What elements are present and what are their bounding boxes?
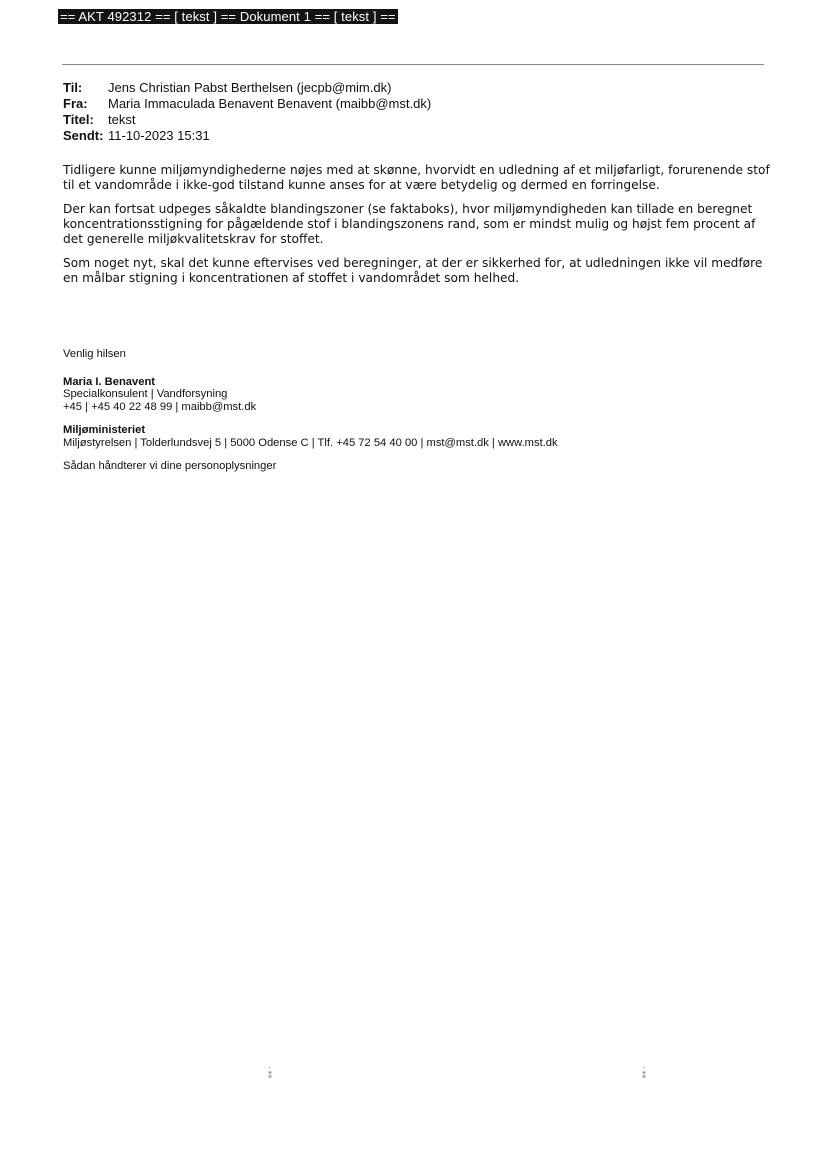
header-value: tekst: [108, 112, 136, 127]
signature-title: Specialkonsulent | Vandforsyning: [63, 388, 228, 400]
body-paragraph: Tidligere kunne miljømyndighederne nøjes med at skønne, hvorvidt en udledning af et miljøfarligt, forurenende stof til et vandområde i ikke-god tilstand kunne anses for at være betydelig og dermed en forringelse.: [63, 163, 770, 192]
signature-greeting: Venlig hilsen: [63, 348, 126, 360]
header-to: [63, 80, 431, 96]
signature-organization: [63, 424, 558, 449]
signature-name: Maria I. Benavent: [63, 375, 156, 388]
header-label: Fra:: [63, 96, 88, 111]
scan-mark: · ⁑: [642, 1063, 646, 1080]
signature-org-details: Miljøstyrelsen | Tolderlundsvej 5 | 5000 Odense C | Tlf. +45 72 54 40 00 | mst@mst.dk | www.mst.dk: [63, 436, 558, 449]
header-value: Maria Immaculada Benavent Benavent (maibb@mst.dk): [108, 96, 432, 111]
header-value: Jens Christian Pabst Berthelsen (jecpb@mim.dk): [108, 80, 392, 95]
header-label: Titel:: [63, 112, 94, 127]
header-label: Sendt:: [63, 128, 104, 143]
header-value: 11-10-2023 15:31: [108, 128, 210, 143]
signature-contact: +45 | +45 40 22 48 99 | maibb@mst.dk: [63, 400, 257, 413]
scan-mark: · ⁑: [268, 1063, 272, 1080]
signature-org-name: Miljøministeriet: [63, 424, 146, 436]
document-stamp: == AKT 492312 == [ tekst ] == Dokument 1 == [ tekst ] ==: [60, 9, 396, 24]
privacy-link[interactable]: Sådan håndterer vi dine personoplysninger: [63, 460, 277, 472]
header-subject: [63, 112, 431, 128]
header-label: Til:: [63, 80, 83, 95]
body-paragraph: Der kan fortsat udpeges såkaldte blandingszoner (se faktaboks), hvor miljømyndigheden kan tillade en beregnet koncentrationsstigning for pågældende stof i blandingszonens rand, som er mindst mulig og højst fem procent af det generelle miljøkvalitetskrav for stoffet.: [63, 202, 756, 246]
header-sent: [63, 128, 431, 144]
header-from: [63, 96, 431, 112]
email-body: [63, 163, 775, 295]
body-paragraph: Som noget nyt, skal det kunne eftervises ved beregninger, at der er sikkerhed for, at udledningen ikke vil medføre en målbar stigning i koncentrationen af stoffet i vandområdet som helhed.: [63, 256, 763, 285]
signature-person: [63, 376, 558, 414]
email-headers: [63, 80, 431, 144]
header-divider: [62, 64, 764, 65]
email-signature: [63, 348, 558, 473]
